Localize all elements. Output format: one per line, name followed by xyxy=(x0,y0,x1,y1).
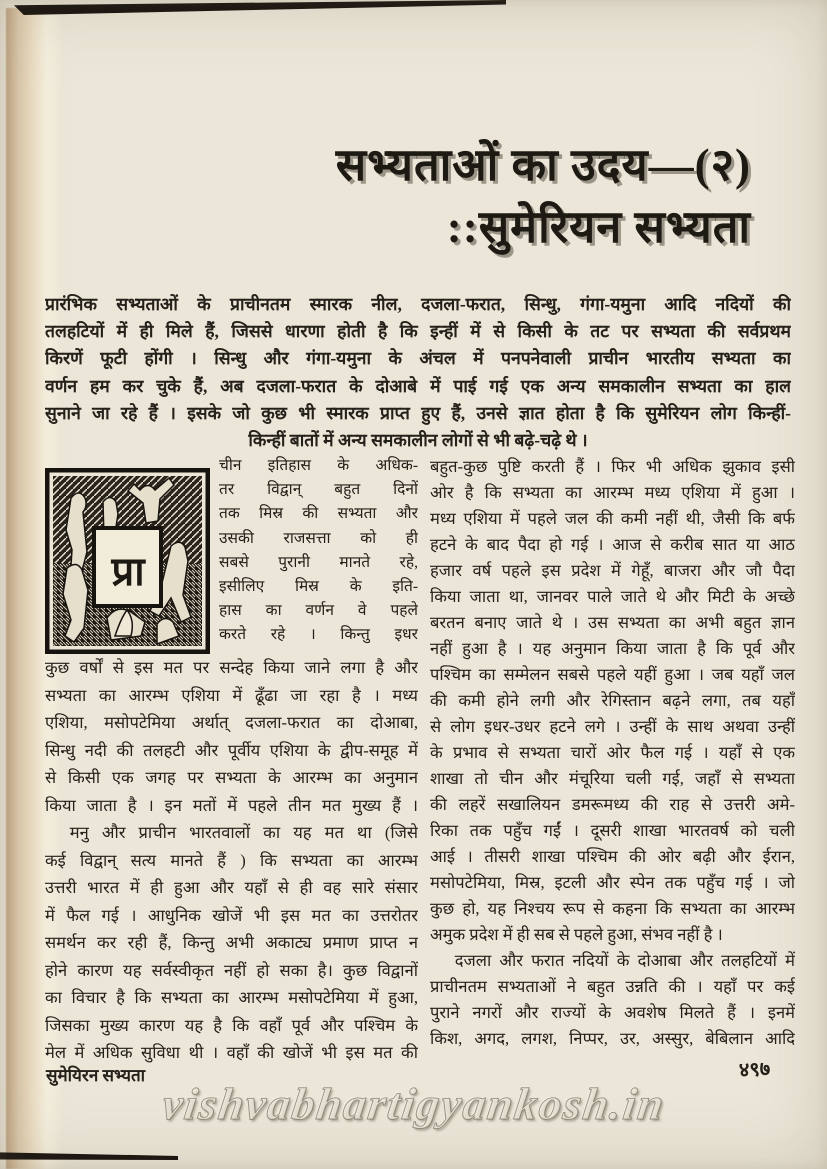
text-line: आई । तीसरी शाखा पश्चिम की ओर बढ़ी और ईरान, xyxy=(430,847,795,866)
dropcap-letter: प्रा xyxy=(111,549,145,594)
text-line: कुछ वर्षों से इस मत पर सन्देह किया जाने लगा है और xyxy=(45,658,418,677)
right-column-paragraph-1 xyxy=(430,454,795,922)
text-line: वर्णन हम कर चुके हैं, अब दजला-फरात के दोआबे में पाई गई एक अन्य समकालीन सभ्यता का हाल xyxy=(45,375,791,396)
text-line: मेल में अधिक सुविधा थी । वहाँ की खोजें भी इस मत की xyxy=(45,1043,418,1062)
text-line: किया जाता था, जानवर पाले जाते थे और मिटी के अच्छे xyxy=(430,587,795,606)
text-line: की कमी होने लगी और रेगिस्तान बढ़ने लगा, तब यहाँ xyxy=(430,691,795,710)
text-line: जिसका मुख्य कारण यह है कि वहाँ पूर्व और पश्चिम के xyxy=(45,1015,418,1035)
text-line: करते रहे । किन्तु इधर xyxy=(219,626,418,644)
page-number: ४९७ xyxy=(738,1058,771,1082)
text-line: शाखा तो चीन और मंचूरिया चली गई, जहाँ से सभ्यता xyxy=(430,769,795,788)
text-line: के प्रभाव से सभ्यता चारों ओर फैल गई । यहाँ से एक xyxy=(430,743,795,762)
text-line: पुराने नगरों और राज्यों के अवशेष मिलते हैं । इनमें xyxy=(430,1003,795,1022)
text-line: पश्चिम का सम्मेलन सबसे पहले यहीं हुआ । जब यहाँ जल xyxy=(430,665,795,684)
intro-lines xyxy=(45,291,791,427)
text-beside-illustration xyxy=(219,454,418,648)
text-line: एशिया, मसोपटेमिया अर्थात् दजला-फरात का दोआबा, xyxy=(45,713,418,732)
text-line: उसकी राजसत्ता को ही xyxy=(219,529,418,547)
text-line: से किसी एक जगह पर सभ्यता के आरम्भ का अनुमान xyxy=(45,768,418,787)
text-line: मसोपटेमिया, मिस्र, इटली और स्पेन तक पहुँच गई । जो xyxy=(430,873,795,892)
text-line: हजार वर्ष पहले इस प्रदेश में गेहूँ, बाजरा और जौ पैदा xyxy=(430,561,795,580)
intro-paragraph xyxy=(45,291,791,454)
text-line: उत्तरी भारत में ही हुआ और यहाँ से ही वह सारे संसार xyxy=(45,878,418,897)
chapter-title-line2: ::सुमेरियन सभ्यता xyxy=(446,202,751,252)
text-line: मध्य एशिया में पहले जल की कमी नहीं थी, जैसी कि बर्फ xyxy=(430,509,795,528)
text-line: का विचार है कि सभ्यता का आरम्भ मसोपटेमिया में हुआ, xyxy=(45,988,418,1007)
woodcut-illustration xyxy=(45,468,210,654)
intro-last-line: किन्हीं बातों में अन्य समकालीन लोगों से भी बढ़े-चढ़े थे । xyxy=(248,429,588,450)
text-line: इसीलिए मिस्र के इति- xyxy=(219,577,418,595)
dropcap-row xyxy=(45,454,418,654)
text-line: मनु और प्राचीन भारतवालों का यह मत था (जिसे xyxy=(69,823,418,842)
right-column-paragraph-2 xyxy=(430,948,795,1052)
text-line: प्राचीनतम सभ्यताओं ने बहुत उन्नति की । यहाँ पर कई xyxy=(430,977,795,996)
text-line: चीन इतिहास के अधिक- xyxy=(219,457,418,474)
text-line: की लहरें सखालियन डमरूमध्य की राह से उत्तरी अमे- xyxy=(430,795,795,814)
text-line: रिका तक पहुँच गईं । दूसरी शाखा भारतवर्ष को चली xyxy=(430,821,795,840)
right-column xyxy=(430,454,795,1052)
text-line: हटने के बाद पैदा हो गई । आज से करीब सात या आठ xyxy=(430,535,795,554)
text-line: किश, अगद, लगश, निप्पर, उर, अस्सुर, बेबिलान आदि xyxy=(430,1029,795,1048)
text-line: हास का वर्णन वे पहले xyxy=(219,602,418,620)
text-line: सभ्यता का आरम्भ एशिया में ढूँढा जा रहा है । मध्य xyxy=(45,685,418,705)
right-column-paragraph-1-end: अमुक प्रदेश में ही सब से पहले हुआ, संभव नहीं है । xyxy=(430,925,723,944)
scan-top-edge-shadow xyxy=(14,0,506,15)
text-line: किरणें फूटी होंगी । सिन्धु और गंगा-यमुना के अंचल में पनपनेवाली प्राचीन भारतीय सभ्यता का xyxy=(45,348,791,369)
text-line: बहुत-कुछ पुष्टि करती हैं । फिर भी अधिक झुकाव इसी xyxy=(430,457,795,476)
text-line: से लोग इधर-उधर हटने लगे । उन्हीं के साथ अथवा उन्हीं xyxy=(430,717,795,736)
text-line: सिन्धु नदी की तलहटी और पूर्वीय एशिया के द्वीप-समूह में xyxy=(45,740,418,760)
text-line: बरतन बनाए जाते थे । उस सभ्यता का अभी बहुत ज्ञान xyxy=(430,613,795,632)
text-line: किया जाता है । इन मतों में पहले तीन मत मुख्य हैं । xyxy=(45,795,418,815)
left-column xyxy=(45,454,418,1067)
text-line: होने कारण यह सर्वस्वीकृत नहीं हो सका है। कुछ विद्वानों xyxy=(45,960,418,980)
chapter-title xyxy=(0,134,751,258)
text-line: ओर है कि सभ्यता का आरम्भ मध्य एशिया में हुआ । xyxy=(430,483,795,502)
text-line: सुनाने जा रहे हैं । इसके जो कुछ भी स्मारक प्राप्त हुए हैं, उनसे ज्ञात होता है कि सुमेरियन लोग किन्हीं- xyxy=(45,402,791,423)
running-footer-title: सुमेयिरन सभ्यता xyxy=(46,1066,146,1085)
text-line: दजला और फरात नदियों के दोआबा और तलहटियों में xyxy=(454,951,795,970)
text-line: सबसे पुरानी मानते रहे, xyxy=(219,553,418,571)
chapter-title-line1: सभ्यताओं का उदय—(२) xyxy=(335,140,751,190)
left-column-paragraph-1 xyxy=(45,654,418,819)
text-line: में फैल गई । आधुनिक खोजें भी इस मत का उत्तरोतर xyxy=(45,905,418,925)
text-line: समर्थन कर रही हैं, किन्तु अभी अकाट्य प्रमाण प्राप्त न xyxy=(45,933,418,952)
left-column-paragraph-2 xyxy=(45,819,418,1067)
text-line: तक मिस्र की सभ्यता और xyxy=(219,505,418,523)
site-watermark: vishvabhartigyankosh.in xyxy=(158,1079,669,1129)
body-columns xyxy=(45,454,795,1067)
text-line: तर विद्वान् बहुत दिनों xyxy=(219,481,418,499)
text-line: तलहटियों में ही मिले हैं, जिससे धारणा होती है कि इन्हीं में से किसी के तट पर सभ्यता की सर्वप्रथम xyxy=(45,321,791,342)
text-line: कई विद्वान् सत्य मानते हैं ) कि सभ्यता का आरम्भ xyxy=(45,850,418,870)
text-line: प्रारंभिक सभ्यताओं के प्राचीनतम स्मारक नील, दजला-फरात, सिन्धु, गंगा-यमुना आदि नदियों की xyxy=(45,294,791,314)
text-line: कुछ हो, यह निश्चय रूप से कहना कि सभ्यता का आरम्भ xyxy=(430,899,795,918)
text-line: नहीं हुआ है । यह अनुमान किया जाता है कि पूर्व और xyxy=(430,639,795,658)
